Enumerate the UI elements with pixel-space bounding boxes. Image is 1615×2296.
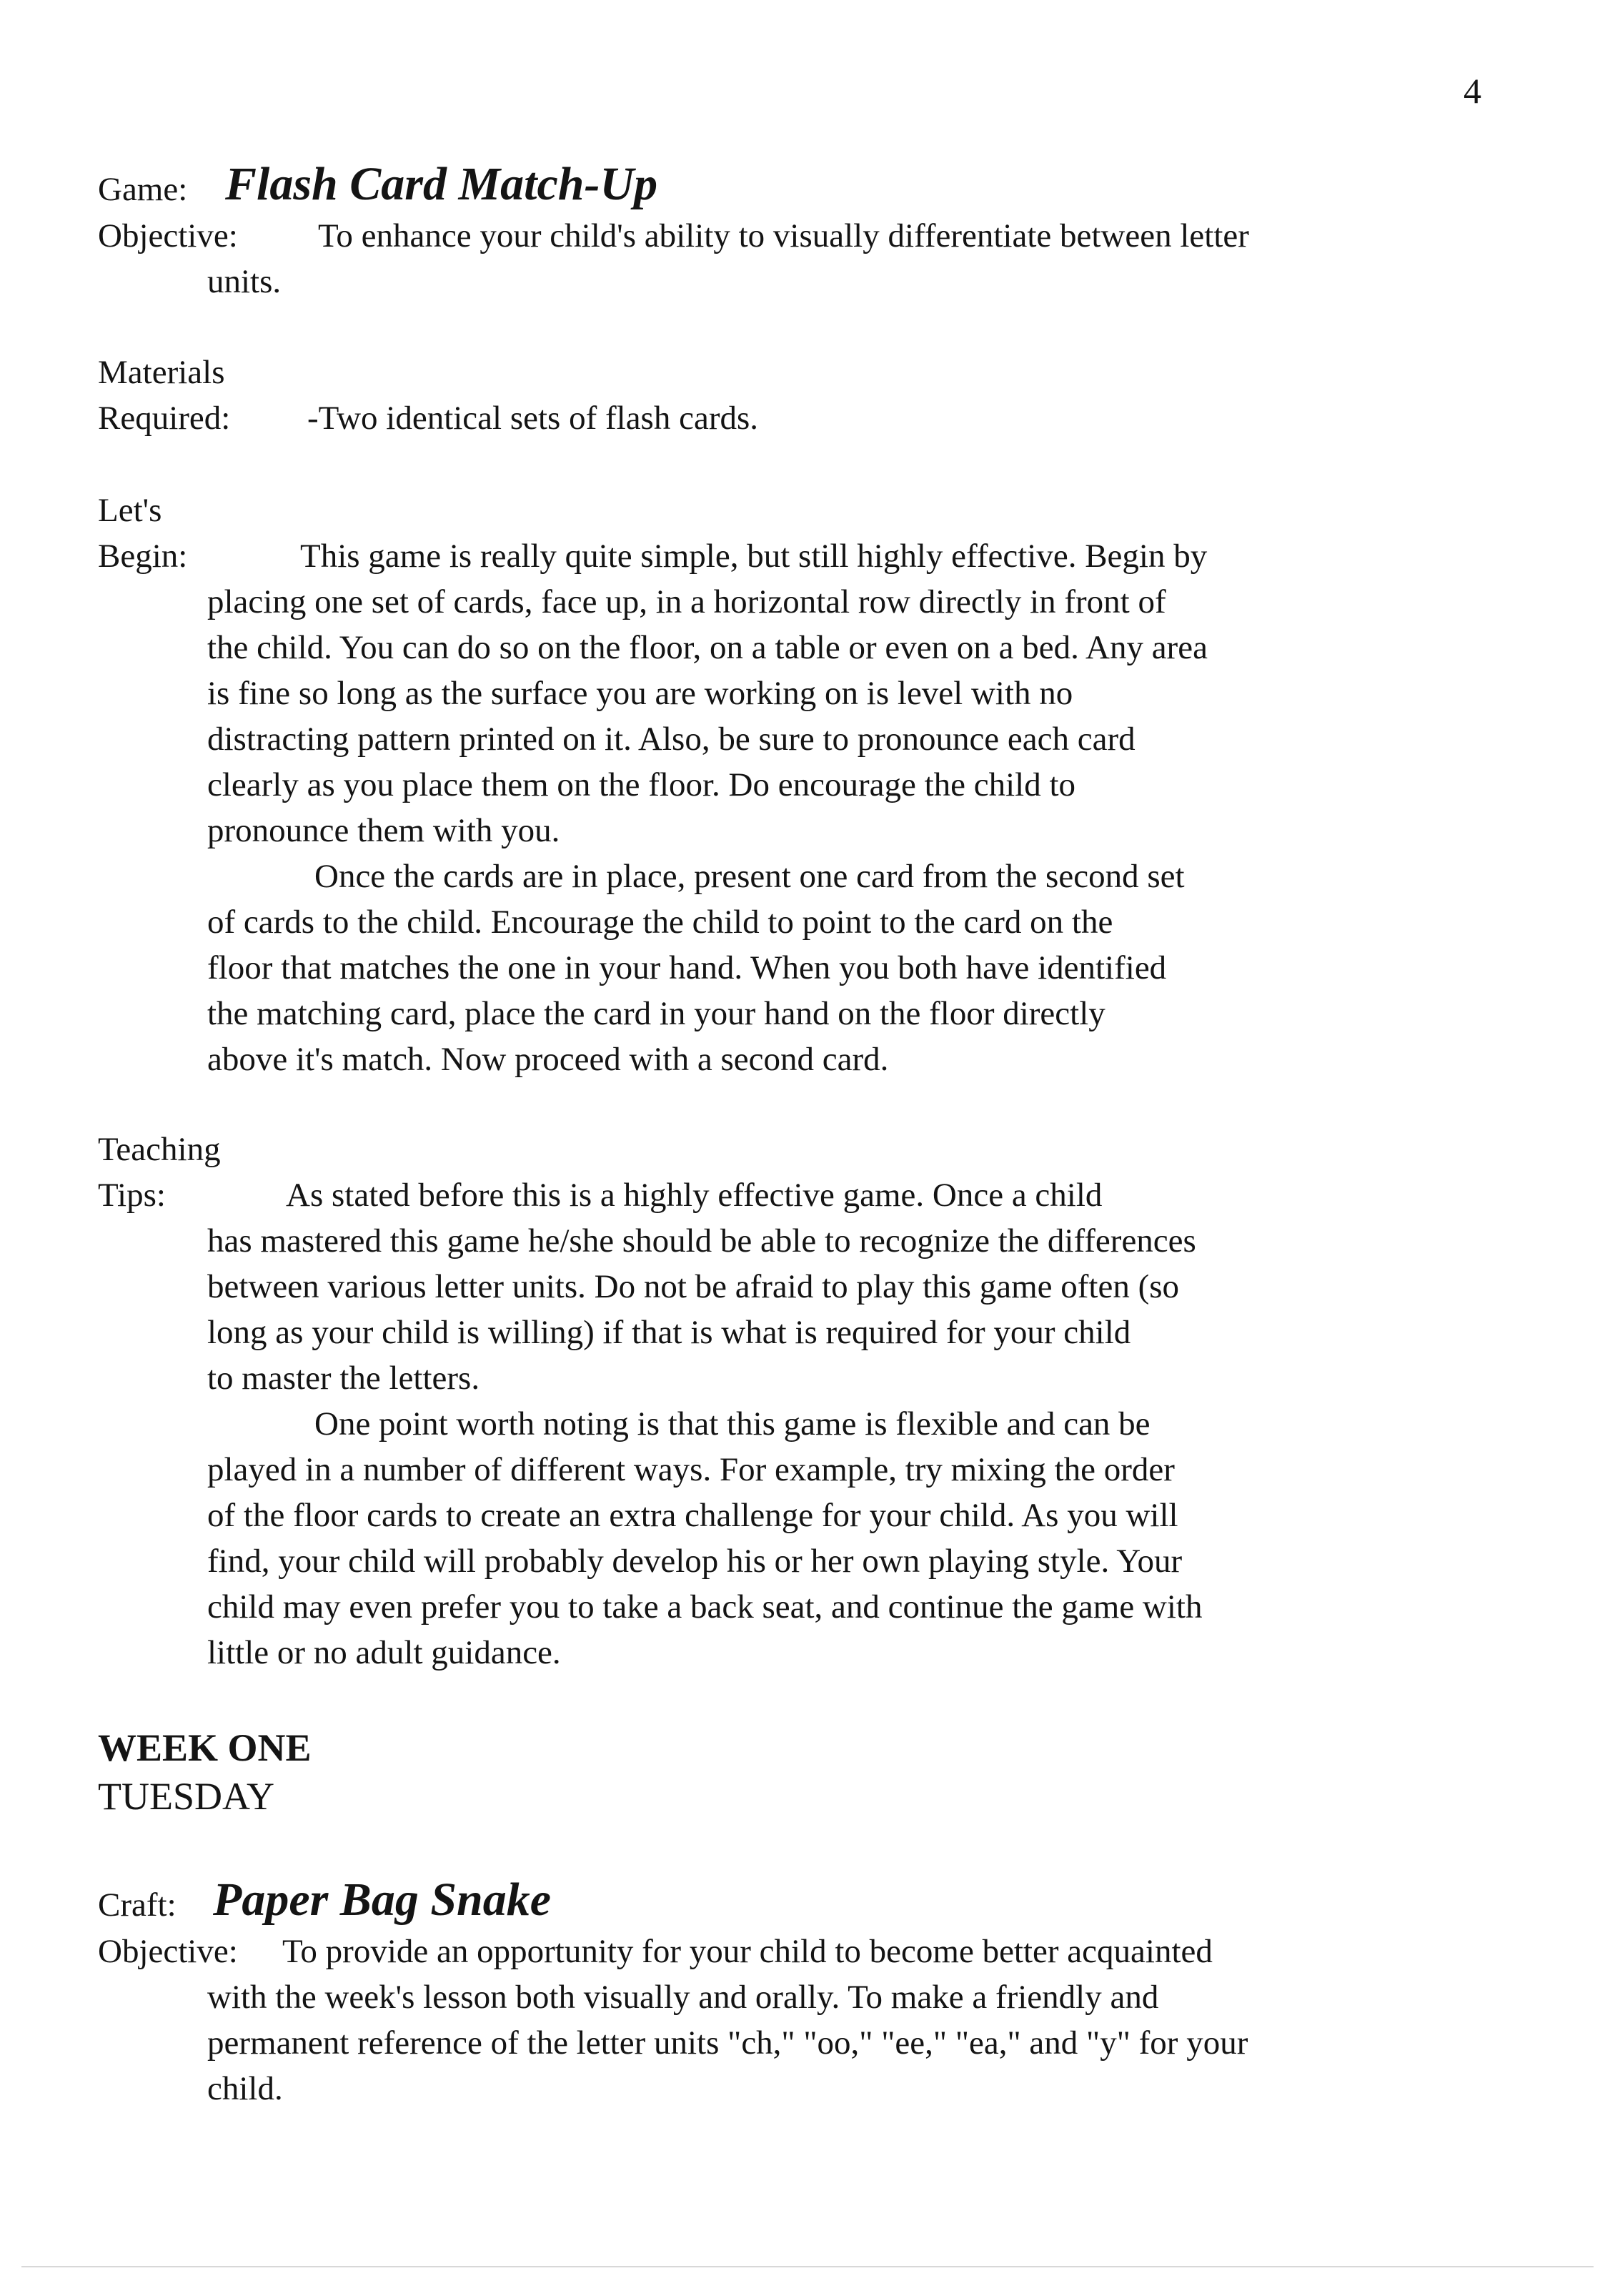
begin-paragraph-line: clearly as you place them on the floor. Do encourage the child to: [207, 766, 1076, 803]
craft-objective-line: permanent reference of the letter units "ch," "oo," "ee," "ea," and "y" for your: [207, 2024, 1248, 2062]
begin-paragraph-line: Once the cards are in place, present one card from the second set: [314, 858, 1185, 895]
begin-paragraph-line: This game is really quite simple, but still highly effective. Begin by: [300, 538, 1208, 575]
begin-paragraph-line: the matching card, place the card in your hand on the floor directly: [207, 995, 1105, 1032]
tips-paragraph-line: long as your child is willing) if that is what is required for your child: [207, 1314, 1131, 1351]
tips-paragraph-line: One point worth noting is that this game is flexible and can be: [314, 1405, 1151, 1443]
materials-label: Materials: [98, 354, 225, 391]
craft-objective-line: To provide an opportunity for your child to become better acquainted: [282, 1933, 1213, 1970]
tips-paragraph-line: played in a number of different ways. For example, try mixing the order: [207, 1451, 1175, 1488]
tips-paragraph-line: between various letter units. Do not be afraid to play this game often (so: [207, 1268, 1180, 1305]
tips-paragraph-line: As stated before this is a highly effective game. Once a child: [286, 1177, 1103, 1214]
tips-paragraph-line: of the floor cards to create an extra challenge for your child. As you will: [207, 1497, 1178, 1534]
begin-paragraph-line: placing one set of cards, face up, in a horizontal row directly in front of: [207, 583, 1166, 620]
game-objective-line: units.: [207, 263, 282, 300]
begin-label: Let's: [98, 492, 162, 529]
tips-paragraph-line: has mastered this game he/she should be able to recognize the differences: [207, 1222, 1196, 1260]
tips-paragraph-line: to master the letters.: [207, 1360, 480, 1397]
materials-value: -Two identical sets of flash cards.: [307, 400, 759, 437]
game-objective-line: To enhance your child's ability to visually differentiate between letter: [318, 217, 1249, 254]
begin-paragraph-line: is fine so long as the surface you are working on is level with no: [207, 675, 1073, 712]
begin-label: Begin:: [98, 538, 188, 575]
week-day: TUESDAY: [98, 1775, 275, 1818]
page-bottom-edge: [21, 2266, 1594, 2267]
tips-label: Teaching: [98, 1131, 221, 1168]
begin-paragraph-line: above it's match. Now proceed with a second card.: [207, 1041, 889, 1078]
tips-paragraph-line: child may even prefer you to take a back seat, and continue the game with: [207, 1588, 1203, 1625]
craft-objective-label: Objective:: [98, 1933, 238, 1970]
begin-paragraph-line: distracting pattern printed on it. Also, be sure to pronounce each card: [207, 721, 1136, 758]
game-label: Game:: [98, 171, 188, 208]
game-objective-label: Objective:: [98, 217, 238, 254]
begin-paragraph-line: floor that matches the one in your hand. When you both have identified: [207, 949, 1167, 986]
craft-objective-line: with the week's lesson both visually and orally. To make a friendly and: [207, 1979, 1159, 2016]
page-number: 4: [1464, 71, 1481, 111]
game-title: Flash Card Match-Up: [225, 158, 658, 210]
craft-title: Paper Bag Snake: [213, 1874, 552, 1926]
tips-paragraph-line: find, your child will probably develop his or her own playing style. Your: [207, 1543, 1183, 1580]
begin-paragraph-line: the child. You can do so on the floor, on a table or even on a bed. Any area: [207, 629, 1208, 666]
craft-objective-line: child.: [207, 2070, 283, 2107]
week-heading: WEEK ONE: [98, 1726, 312, 1769]
begin-paragraph-line: pronounce them with you.: [207, 812, 560, 849]
begin-paragraph-line: of cards to the child. Encourage the child to point to the card on the: [207, 904, 1113, 941]
tips-paragraph-line: little or no adult guidance.: [207, 1634, 561, 1671]
tips-label: Tips:: [98, 1177, 166, 1214]
craft-label: Craft:: [98, 1886, 177, 1924]
materials-label: Required:: [98, 400, 231, 437]
